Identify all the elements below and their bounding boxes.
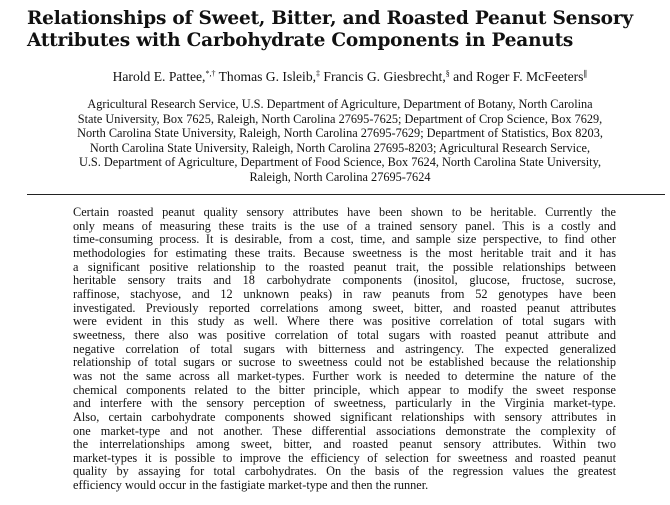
author-mark: ∥ <box>583 69 588 78</box>
author-mark: *,† <box>205 69 216 78</box>
affiliation-line: North Carolina State University, Raleigh, North Carolina 27695-8203; Agricultural Research Service, <box>89 140 591 155</box>
abstract-line: the interrelationships among sweet, bitter, and roasted peanut sensory attributes. Within two <box>73 437 616 452</box>
affiliation-line: Agricultural Research Service, U.S. Department of Agriculture, Department of Botany, North Carolina <box>87 97 593 111</box>
abstract-line: chemical components related to the bitter principle, which appear to modify the sweet response <box>73 382 616 397</box>
abstract-line: quality by assaying for total carbohydrates. On the basis of the regression values the greatest <box>73 464 616 479</box>
affiliation-line: Raleigh, North Carolina 27695-7624 <box>249 169 431 184</box>
abstract-line: market-types it is possible to improve the efficiency of selection for sweetness and roasted peanut <box>73 450 616 465</box>
abstract-line: relationship of total sugars or sucrose to sweetness could not be established because the relationship <box>73 355 616 370</box>
abstract-line: time-consuming process. It is desirable, from a cost, time, and sample size perspective, to find other <box>73 232 616 247</box>
author-name: Harold E. Pattee, <box>112 69 206 84</box>
abstract-line: investigated. Previously reported correlations among sweet, bitter, and roasted peanut attributes <box>73 300 616 315</box>
abstract-line: one market-type and not another. These differential associations demonstrate the complexity of <box>73 423 616 438</box>
affiliations <box>0 97 670 185</box>
author-mark: § <box>445 69 450 78</box>
abstract-line: heritable sensory traits and 18 carbohydrate components (inositol, glucose, fructose, sucrose, <box>73 273 616 288</box>
abstract-line: methodologies for estimating these traits. Because sweetness is the most heritable trait and it has <box>73 245 616 260</box>
abstract <box>73 206 616 493</box>
horizontal-rule <box>27 194 665 195</box>
abstract-line: raffinose, stachyose, and 12 unknown peaks) in raw peanuts from 52 genotypes have been <box>73 286 616 301</box>
author-list <box>0 66 670 85</box>
affiliation-line: North Carolina State University, Raleigh, North Carolina 27695-7629; Department of Statistics, Box 8203, <box>77 126 603 141</box>
abstract-line: efficiency would occur in the fastigiate market-type and then the runner. <box>73 478 429 493</box>
abstract-line: were evident in this study as well. Where there was positive correlation of total sugars with <box>73 314 616 329</box>
title-line: Attributes with Carbohydrate Components in Peanuts <box>27 30 574 51</box>
abstract-line: Also, certain carbohydrate components showed significant relationships with sensory attributes in <box>73 409 616 424</box>
abstract-line: Certain roasted peanut quality sensory attributes have been shown to be heritable. Currently the <box>73 205 616 219</box>
affiliation-line: State University, Box 7625, Raleigh, North Carolina 27695-7625; Department of Crop Science, Box 7629, <box>77 111 603 126</box>
author-name: Francis G. Giesbrecht, <box>320 69 446 84</box>
title-line: Relationships of Sweet, Bitter, and Roasted Peanut Sensory <box>27 8 633 29</box>
affiliation-line: U.S. Department of Agriculture, Department of Food Science, Box 7624, North Carolina State University, <box>78 155 602 170</box>
abstract-line: a significant positive relationship to the roasted peanut trait, the possible relationships between <box>73 259 616 274</box>
abstract-line: only means of measuring these traits is the use of a trained sensory panel. This is a costly and <box>73 218 616 233</box>
author-name: Thomas G. Isleib, <box>215 69 317 84</box>
abstract-line: negative correlation of total sugars with bitterness and astringency. The expected generalized <box>73 341 616 356</box>
abstract-line: was not the same across all market-types. Further work is needed to determine the nature of the <box>73 368 616 383</box>
abstract-line: and interfere with the sensory perception of sweetness, particularly in the Virginia market-type. <box>73 396 616 411</box>
author-name: and Roger F. McFeeters <box>449 69 584 84</box>
paper-title <box>27 8 647 52</box>
abstract-line: sweetness, there also was positive correlation of total sugars with roasted peanut attribute and <box>73 327 616 342</box>
author-mark: ‡ <box>316 69 321 78</box>
